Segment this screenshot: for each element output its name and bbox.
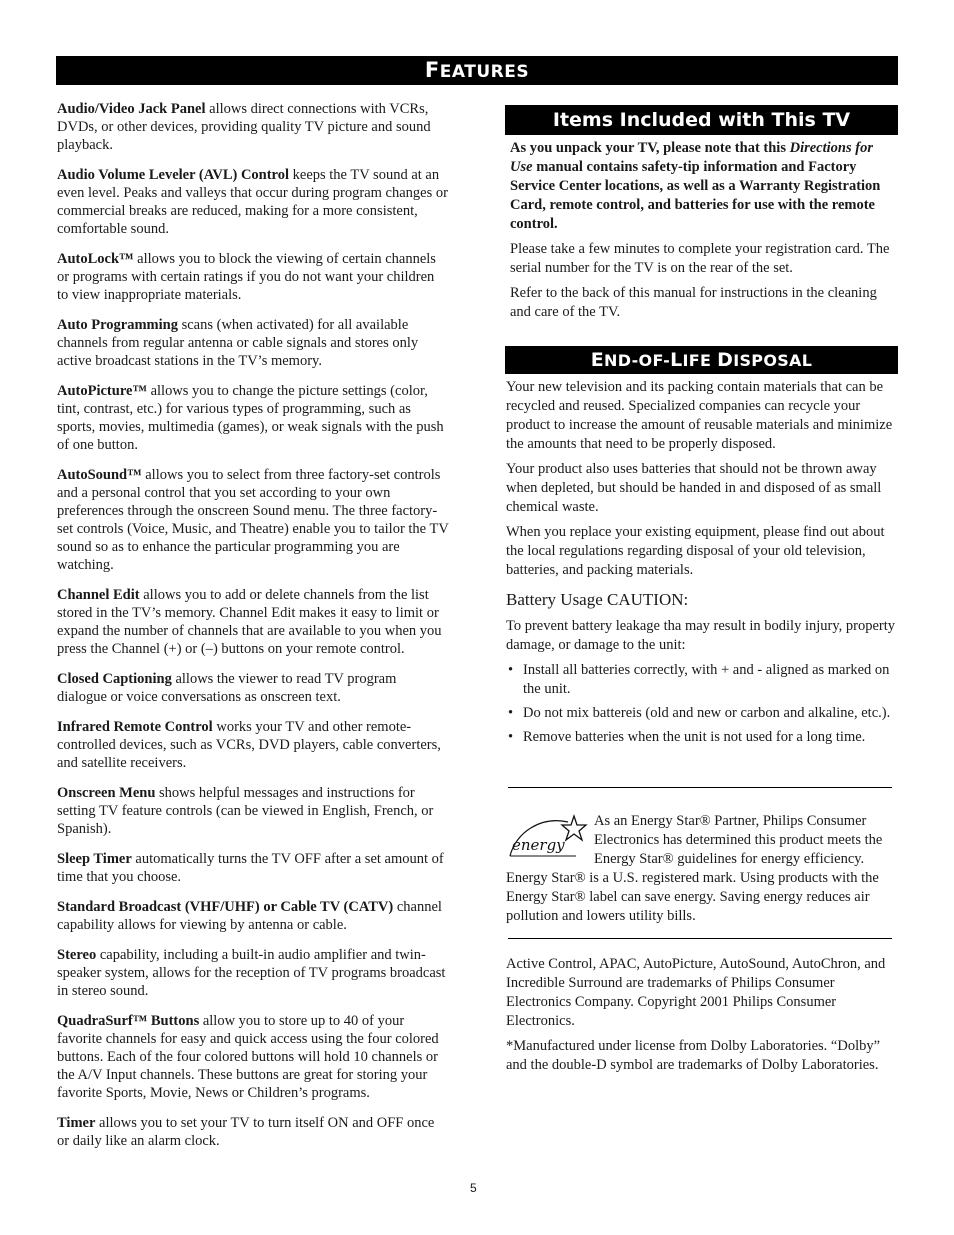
feature-item bbox=[57, 586, 449, 658]
heading-rest: IFE bbox=[682, 351, 718, 370]
features-heading bbox=[56, 56, 898, 85]
caution-intro: To prevent battery leakage tha may result in bodily injury, property damage, or damage to the unit: bbox=[506, 618, 896, 653]
end-of-life-section bbox=[506, 378, 898, 752]
feature-term: QuadraSurf™ Buttons bbox=[57, 1013, 200, 1029]
heading-rest: ISPOSAL bbox=[733, 351, 813, 370]
feature-description: allows you to block the viewing of certain channels or programs with certain ratings if you do not want your children to view inappropriate materials. bbox=[57, 251, 436, 303]
feature-term: Sleep Timer bbox=[57, 851, 132, 867]
feature-item bbox=[57, 670, 449, 706]
feature-term: Infrared Remote Control bbox=[57, 719, 213, 735]
feature-item bbox=[57, 1114, 449, 1150]
feature-item bbox=[57, 100, 449, 154]
notice-text: As you unpack your TV, please note that this bbox=[510, 140, 790, 156]
unpack-notice bbox=[510, 139, 898, 234]
feature-term: Standard Broadcast (VHF/UHF) or Cable TV (CATV) bbox=[57, 899, 394, 915]
feature-description: works your TV and other remote-controlled devices, such as VCRs, DVD players, cable converters, and satellite receivers. bbox=[57, 719, 441, 771]
feature-term: Timer bbox=[57, 1115, 96, 1131]
feature-description: shows helpful messages and instructions for setting TV feature controls (can be viewed in English, French, or Spanish). bbox=[57, 785, 434, 837]
registration-paragraph: Please take a few minutes to complete your registration card. The serial number for the TV is on the rear of the set. bbox=[510, 241, 890, 276]
caution-list bbox=[506, 661, 898, 747]
items-included-section bbox=[510, 139, 898, 328]
feature-term: Closed Captioning bbox=[57, 671, 172, 687]
features-list bbox=[57, 100, 449, 1162]
feature-item bbox=[57, 850, 449, 886]
feature-item bbox=[57, 1012, 449, 1102]
feature-description: allows you to add or delete channels from the list stored in the TV’s memory. Channel Edit makes it easy to limit or expand the number of channels that are available to you when you press the Channel (+) or (–) buttons on your remote control. bbox=[57, 587, 442, 657]
feature-term: Audio/Video Jack Panel bbox=[57, 101, 206, 117]
regulations-paragraph: When you replace your existing equipment, please find out about the local regulations regarding disposal of your old television, batteries, and packing materials. bbox=[506, 524, 885, 578]
heading-initial: E bbox=[590, 349, 605, 371]
feature-item bbox=[57, 316, 449, 370]
divider bbox=[508, 938, 892, 939]
heading-rest: ND-OF- bbox=[604, 351, 671, 370]
feature-description: channel capability allows for viewing by antenna or cable. bbox=[57, 899, 442, 933]
divider bbox=[508, 787, 892, 788]
logo-wordmark: energy bbox=[512, 836, 565, 854]
feature-description: allows the viewer to read TV program dialogue or voice conversations as onscreen text. bbox=[57, 671, 397, 705]
notice-text: manual contains safety-tip information and Factory Service Center locations, as well as a Warranty Registration Card, remote control, and batteries for use with the remote control. bbox=[510, 159, 881, 232]
feature-term: AutoLock™ bbox=[57, 251, 134, 267]
feature-term: Stereo bbox=[57, 947, 97, 963]
trademark-paragraph: Active Control, APAC, AutoPicture, AutoSound, AutoChron, and Incredible Surround are trademarks of Philips Consumer Electronics Company. Copyright 2001 Philips Consumer Electronics. bbox=[506, 956, 886, 1029]
feature-description: allows direct connections with VCRs, DVDs, or other devices, providing quality TV picture and sound playback. bbox=[57, 101, 431, 153]
energy-star-text: As an Energy Star® Partner, Philips Consumer Electronics has determined this product meets the Energy Star® guidelines for energy efficiency. Energy Star® is a U.S. registered mark. Using products with the Energy Star® label can save energy. Saving energy reduces air pollution and lowers utility bills. bbox=[506, 813, 883, 924]
feature-item bbox=[57, 250, 449, 304]
feature-item bbox=[57, 784, 449, 838]
manual-title: Directions for Use bbox=[510, 140, 873, 175]
care-paragraph: Refer to the back of this manual for instructions in the cleaning and care of the TV. bbox=[510, 285, 877, 320]
battery-caution-heading: Battery Usage CAUTION: bbox=[506, 590, 689, 609]
feature-description: allows you to select from three factory-set controls and a personal control that you set according to your own preferences through the onscreen Sound menu. The three factory-set controls (Voice, Music, and Theatre) enable you to tailor the TV sound so as to enhance the particular programming you are watching. bbox=[57, 467, 449, 573]
feature-item bbox=[57, 718, 449, 772]
feature-term: Auto Programming bbox=[57, 317, 178, 333]
feature-item bbox=[57, 946, 449, 1000]
feature-description: allows you to set your TV to turn itself ON and OFF once or daily like an alarm clock. bbox=[57, 1115, 435, 1149]
recycling-paragraph: Your new television and its packing contain materials that can be recycled and reused. Specialized companies can recycle your product to increase the amount of reusable materials and minimize the amounts that need to be properly disposed. bbox=[506, 379, 893, 452]
feature-item bbox=[57, 898, 449, 934]
feature-item bbox=[57, 166, 449, 238]
feature-term: Onscreen Menu bbox=[57, 785, 156, 801]
items-included-heading: Items Included with This TV bbox=[505, 105, 898, 135]
dolby-paragraph: *Manufactured under license from Dolby Laboratories. “Dolby” and the double-D symbol are trademarks of Dolby Laboratories. bbox=[506, 1038, 881, 1073]
end-of-life-heading bbox=[505, 346, 898, 374]
feature-term: Audio Volume Leveler (AVL) Control bbox=[57, 167, 290, 183]
feature-term: AutoPicture™ bbox=[57, 383, 147, 399]
feature-description: allow you to store up to 40 of your favorite channels for easy and quick access using the four colored buttons. Each of the four colored buttons will hold 10 channels or the A/V Input channels. These buttons are great for storing your favorite Sports, Movie, News or Children’s programs. bbox=[57, 1013, 439, 1101]
feature-description: allows you to change the picture settings (color, tint, contrast, etc.) for various types of programming, such as sports, movies, multimedia (games), or weak signals with the push of one button. bbox=[57, 383, 444, 453]
feature-description: scans (when activated) for all available channels from regular antenna or cable signals and stores only active broadcast stations in the TV’s memory. bbox=[57, 317, 419, 369]
heading-initial: D bbox=[717, 349, 734, 371]
page-number: 5 bbox=[470, 1181, 477, 1195]
feature-item bbox=[57, 382, 449, 454]
feature-item bbox=[57, 466, 449, 574]
feature-description: automatically turns the TV OFF after a set amount of time that you choose. bbox=[57, 851, 444, 885]
battery-disposal-paragraph: Your product also uses batteries that should not be thrown away when depleted, but should be handed in and disposed of as small chemical waste. bbox=[506, 461, 882, 515]
feature-term: Channel Edit bbox=[57, 587, 140, 603]
feature-description: capability, including a built-in audio amplifier and twin-speaker system, allows for the reception of TV programs broadcast in stereo sound. bbox=[57, 947, 446, 999]
list-item: • Install all batteries correctly, with + and - aligned as marked on the unit. bbox=[506, 661, 898, 699]
list-item: • Do not mix battereis (old and new or carbon and alkaline, etc.). bbox=[506, 704, 898, 723]
feature-description: keeps the TV sound at an even level. Peaks and valleys that occur during program changes or commercial breaks are reduced, making for a more consistent, comfortable sound. bbox=[57, 167, 448, 237]
heading-initial: L bbox=[670, 349, 683, 371]
list-item: • Remove batteries when the unit is not used for a long time. bbox=[506, 728, 898, 747]
feature-term: AutoSound™ bbox=[57, 467, 142, 483]
heading-initial: F bbox=[424, 58, 440, 82]
energy-star-section bbox=[506, 812, 898, 926]
trademark-section bbox=[506, 955, 898, 1081]
energy-star-logo bbox=[506, 812, 590, 862]
heading-rest: EATURES bbox=[439, 62, 530, 82]
